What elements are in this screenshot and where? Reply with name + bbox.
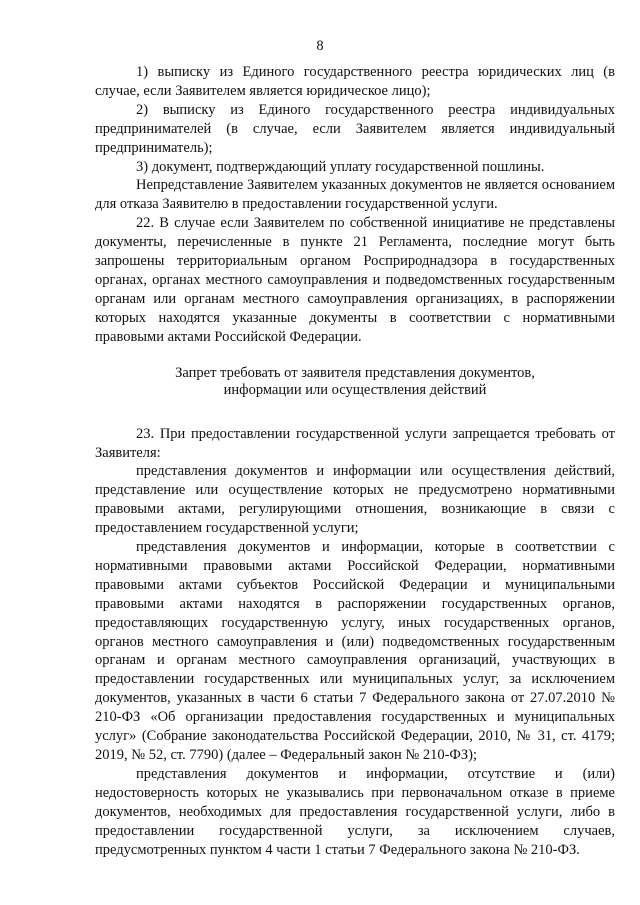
paragraph-clause-23: 23. При предоставлении государственной услуги запрещается требовать от Заявителя: — [95, 425, 615, 461]
paragraph-item-3-fee-document: 3) документ, подтверждающий уплату государственной пошлины. — [136, 158, 545, 175]
page-number: 8 — [316, 38, 324, 54]
paragraph-clause-22: 22. В случае если Заявителем по собственной инициативе не представлены документы, перечисленные в пункте 21 Регламента, последние могут быть запрошены территориальным органом Росприроднадзора в государственных органах, органах местного самоуправления и подведомственных государственным органам или органам местного самоуправления организациях, в распоряжении которых находятся указанные документы в соответствии с нормативными правовыми актами Российской Федерации. — [95, 215, 615, 345]
paragraph-item-1-egrul: 1) выписку из Единого государственного реестра юридических лиц (в случае, если Заявителем является юридическое лицо); — [95, 64, 615, 99]
paragraph-non-submission: Непредставление Заявителем указанных документов не является основанием для отказа Заявителю в предоставлении государственной услуги. — [95, 177, 615, 213]
paragraph-prohibition-3: представления документов и информации, отсутствие и (или) недостоверность которых не указывались при первоначальном отказе в приеме документов, необходимых для предоставления государственной услуги, либо в предоставлении государственной услуги, за исключением случаев, предусмотренных пунктом 4 части 1 статьи 7 Федерального закона № 210-ФЗ. — [95, 765, 615, 858]
paragraph-prohibition-2: представления документов и информации, которые в соответствии с нормативными правовыми актами Российской Федерации, нормативными правовыми актами субъектов Российской Федерации и муниципальными правовыми актами находятся в распоряжении государственных органов, предоставляющих государственную услугу, иных государственных органов, органов местного самоуправления и (или) подведомственных государственным органам и органам местного самоуправления организаций, участвующих в предоставлении государственных или муниципальных услуг, за исключением документов, указанных в части 6 статьи 7 Федерального закона от 27.07.2010 № 210-ФЗ «Об организации предоставления государственных и муниципальных услуг» (Собрание законодательства Российской Федерации, 2010, № 31, ст. 4179; 2019, № 52, ст. 7790) (далее – Федеральный закон № 210-ФЗ); — [95, 539, 615, 763]
section-heading-line-2: информации или осуществления действий — [223, 381, 487, 398]
paragraph-item-2-egrip: 2) выписку из Единого государственного реестра индивидуальных предпринимателей (в случае, если Заявителем является индивидуальный предприниматель); — [95, 101, 615, 156]
document-body — [95, 63, 615, 859]
section-heading-line-1: Запрет требовать от заявителя представления документов, — [175, 364, 535, 381]
paragraph-prohibition-1: представления документов и информации или осуществления действий, представление или осуществление которых не предусмотрено нормативными правовыми актами, регулирующими отношения, возникающие в связи с предоставлением государственной услуги; — [95, 463, 615, 537]
section-heading — [95, 365, 615, 399]
